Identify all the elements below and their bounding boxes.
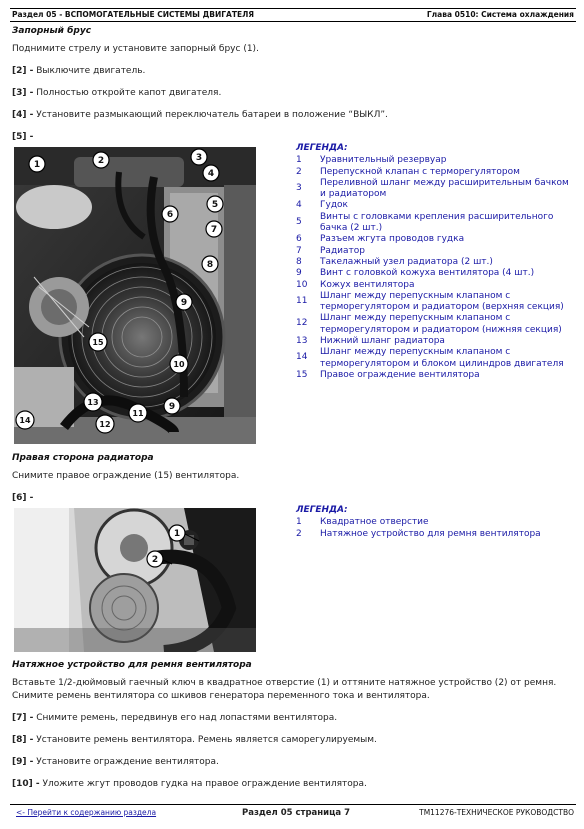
photo1-callout-8	[202, 256, 218, 272]
step-6: [6] -	[12, 493, 34, 503]
svg-text:1: 1	[33, 160, 41, 170]
section-title: Раздел 05 - ВСПОМОГАТЕЛЬНЫЕ СИСТЕМЫ ДВИГАТЕЛЯ	[12, 10, 255, 19]
photo1-callout-1	[29, 156, 45, 172]
manual-id: TM11276-ТЕХНИЧЕСКОЕ РУКОВОДСТВО	[419, 808, 574, 817]
svg-text:5: 5	[211, 200, 219, 210]
svg-text:2: 2	[151, 555, 159, 565]
step-8: [8] - Установите ремень вентилятора. Ремень является саморегулируемым.	[12, 735, 377, 745]
photo1-callout-15	[89, 333, 107, 351]
step-2: [2] - Выключите двигатель.	[12, 66, 146, 76]
tensioner-text-1: Вставьте 1/2-дюймовый гаечный ключ в квадратное отверстие (1) и оттяните натяжное устройство (2) от ремня.	[12, 678, 557, 688]
legend-1-item: 1 Уравнительный резервуар	[296, 155, 447, 166]
svg-text:3: 3	[195, 153, 203, 163]
page-number: Раздел 05 страница 7	[242, 808, 351, 818]
legend-2-item: 1 Квадратное отверстие	[296, 517, 429, 528]
legend-1-item: 12 Шланг между перепускным клапаном с терморегулятором и радиатором (нижняя секция)	[296, 313, 562, 335]
radiator-side-heading: Правая сторона радиатора	[12, 453, 154, 463]
svg-text:9: 9	[168, 402, 176, 412]
tensioner-heading: Натяжное устройство для ремня вентилятора	[12, 660, 252, 670]
fan-belt-tensioner-photo	[14, 508, 256, 652]
photo1-callout-12	[96, 415, 114, 433]
photo1-callout-6	[162, 206, 178, 222]
photo2-callout-2	[147, 551, 163, 567]
svg-text:13: 13	[87, 398, 99, 407]
photo1-callout-4	[203, 165, 219, 181]
legend-1-item: 6 Разъем жгута проводов гудка	[296, 234, 465, 245]
photo1-callout-10	[170, 355, 188, 373]
step-5: [5] -	[12, 132, 34, 142]
legend-1-item: 4 Гудок	[296, 200, 348, 211]
svg-text:14: 14	[19, 416, 31, 425]
legend-1-item: 13 Нижний шланг радиатора	[296, 336, 445, 347]
legend-1-item: 3 Переливной шланг между расширительным бачком и радиатором	[296, 177, 569, 200]
chapter-title: Глава 0510: Система охлаждения	[426, 10, 574, 19]
photo1-callout-9b	[164, 398, 180, 414]
photo2-callout-1	[169, 525, 185, 541]
legend-1-item: 7 Радиатор	[296, 245, 365, 256]
svg-text:9: 9	[180, 298, 188, 308]
legend-2-title: ЛЕГЕНДА:	[296, 505, 348, 515]
photo1-callout-5	[207, 196, 223, 212]
radiator-fan-photo	[14, 147, 256, 444]
legend-1-item: 5 Винты с головками крепления расширительного бачка (2 шт.)	[296, 211, 554, 234]
legend-1-item: 10 Кожух вентилятора	[296, 279, 415, 290]
section-contents-link[interactable]: <- Перейти к содержанию раздела	[16, 808, 157, 817]
legend-1-item: 8 Такелажный узел радиатора (2 шт.)	[296, 256, 493, 267]
photo1-callout-14	[16, 411, 34, 429]
svg-text:7: 7	[210, 225, 218, 235]
svg-text:6: 6	[166, 210, 174, 220]
photo1-callout-2	[93, 152, 109, 168]
legend-2-item: 2 Натяжное устройство для ремня вентилятора	[296, 528, 541, 539]
step-7: [7] - Снимите ремень, передвинув его над лопастями вентилятора.	[12, 713, 338, 723]
photo1-callout-7	[206, 221, 222, 237]
legend-1-item: 11 Шланг между перепускным клапаном с терморегулятором и радиатором (верхняя секция)	[296, 290, 564, 313]
svg-text:15: 15	[92, 338, 104, 347]
svg-text:12: 12	[99, 420, 111, 429]
svg-text:10: 10	[173, 360, 185, 369]
photo1-callout-13	[84, 393, 102, 411]
photo1-callout-9a	[176, 294, 192, 310]
photo1-callout-3	[191, 149, 207, 165]
photo1-callout-11	[129, 404, 147, 422]
step-3: [3] - Полностью откройте капот двигателя.	[12, 88, 222, 98]
step-9: [9] - Установите ограждение вентилятора.	[12, 757, 219, 767]
svg-text:4: 4	[207, 169, 215, 179]
svg-text:2: 2	[97, 156, 105, 166]
step-10: [10] - Уложите жгут проводов гудка на правое ограждение вентилятора.	[12, 779, 367, 789]
page-footer	[10, 804, 576, 820]
svg-text:1: 1	[173, 529, 181, 539]
legend-1-item: 15 Правое ограждение вентилятора	[296, 369, 480, 380]
tensioner-text-2: Снимите ремень вентилятора со шкивов генератора переменного тока и вентилятора.	[12, 691, 430, 701]
legend-1-title: ЛЕГЕНДА:	[296, 143, 348, 153]
page-header	[10, 8, 576, 22]
step-4: [4] - Установите размыкающий переключатель батареи в положение “ВЫКЛ”.	[12, 110, 388, 120]
lock-bar-heading: Запорный брус	[12, 26, 92, 36]
svg-text:11: 11	[132, 409, 144, 418]
svg-text:8: 8	[206, 260, 214, 270]
legend-1	[296, 143, 570, 381]
legend-1-item: 9 Винт с головкой кожуха вентилятора (4 шт.)	[296, 268, 535, 279]
legend-2	[296, 505, 570, 540]
radiator-side-text: Снимите правое ограждение (15) вентилятора.	[12, 471, 240, 481]
lock-bar-text: Поднимите стрелу и установите запорный брус (1).	[12, 44, 259, 54]
legend-1-item: 14 Шланг между перепускным клапаном с терморегулятором и блоком цилиндров двигателя	[296, 347, 564, 369]
legend-1-item: 2 Перепускной клапан с терморегулятором	[296, 166, 520, 177]
